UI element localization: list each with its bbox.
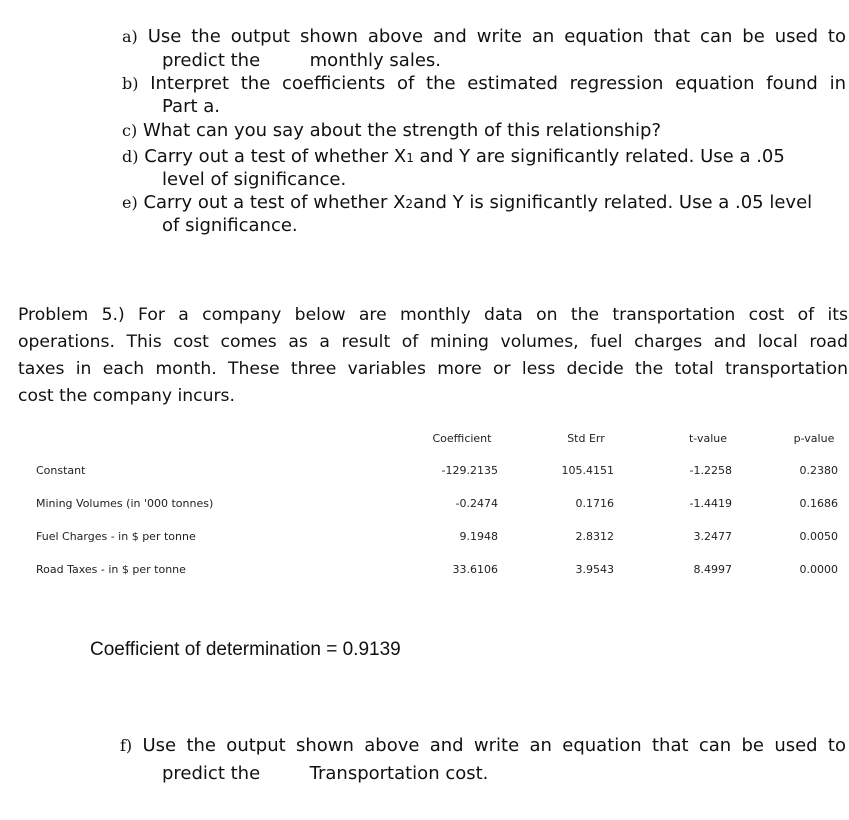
cell-t: -1.4419 bbox=[689, 497, 732, 510]
cell-coef: -0.2474 bbox=[455, 497, 498, 510]
question-letter: c) bbox=[122, 121, 138, 140]
coefficient-of-determination: Coefficient of determination = 0.9139 bbox=[90, 639, 401, 660]
cell-se: 2.8312 bbox=[575, 530, 614, 543]
problem5-line: Problem 5.) For a company below are monthly data on the transportation cost of its bbox=[18, 305, 848, 325]
question-letter: e) bbox=[122, 193, 138, 212]
problem5-line: operations. This cost comes as a result of mining volumes, fuel charges and local road bbox=[18, 332, 848, 352]
cell-se: 0.1716 bbox=[575, 497, 614, 510]
question-b-line1: b) Interpret the coefficients of the estimated regression equation found in bbox=[122, 73, 846, 94]
question-e-line1: e) Carry out a test of whether X2and Y is significantly related. Use a .05 level bbox=[122, 192, 813, 213]
question-f-line1: f) Use the output shown above and write an equation that can be used to bbox=[120, 735, 846, 756]
question-letter: f) bbox=[120, 736, 133, 755]
cell-coef: 33.6106 bbox=[452, 563, 498, 576]
row-label: Mining Volumes (in '000 tonnes) bbox=[36, 497, 214, 510]
problem5-paragraph bbox=[18, 302, 848, 410]
cell-se: 3.9543 bbox=[575, 563, 614, 576]
header-p-value: p-value bbox=[793, 432, 835, 445]
cell-coef: -129.2135 bbox=[441, 464, 498, 477]
header-coefficient: Coefficient bbox=[432, 432, 492, 445]
question-d-line1: d) Carry out a test of whether X1 and Y are significantly related. Use a .05 bbox=[122, 146, 785, 167]
question-a-line2: predict the monthly sales. bbox=[162, 50, 442, 71]
cell-se: 105.4151 bbox=[561, 464, 614, 477]
row-label: Road Taxes - in $ per tonne bbox=[36, 563, 186, 576]
subscript: 1 bbox=[406, 151, 414, 165]
row-label: Fuel Charges - in $ per tonne bbox=[36, 530, 196, 543]
question-letter: d) bbox=[122, 147, 139, 166]
header-t-value: t-value bbox=[688, 432, 728, 445]
cell-p: 0.0000 bbox=[799, 563, 838, 576]
cell-t: 8.4997 bbox=[693, 563, 732, 576]
question-a-line1: a) Use the output shown above and write an equation that can be used to bbox=[122, 26, 846, 47]
question-e-line2: of significance. bbox=[162, 215, 298, 236]
question-b-line2: Part a. bbox=[162, 96, 221, 117]
question-letter: b) bbox=[122, 74, 139, 93]
subscript: 2 bbox=[405, 197, 414, 211]
cell-t: -1.2258 bbox=[689, 464, 732, 477]
cell-t: 3.2477 bbox=[693, 530, 732, 543]
row-label: Constant bbox=[36, 464, 86, 477]
cell-p: 0.1686 bbox=[799, 497, 838, 510]
question-c-line1: c) What can you say about the strength of this relationship? bbox=[122, 120, 662, 141]
question-d-line2: level of significance. bbox=[162, 169, 347, 190]
problem5-line: cost the company incurs. bbox=[18, 386, 235, 406]
problem5-line: taxes in each month. These three variables more or less decide the total transportation bbox=[18, 359, 848, 379]
question-f-line2: predict the Transportation cost. bbox=[162, 763, 489, 784]
question-letter: a) bbox=[122, 27, 138, 46]
cell-p: 0.2380 bbox=[799, 464, 838, 477]
cell-coef: 9.1948 bbox=[459, 530, 498, 543]
header-std-err: Std Err bbox=[567, 432, 605, 445]
cell-p: 0.0050 bbox=[799, 530, 838, 543]
